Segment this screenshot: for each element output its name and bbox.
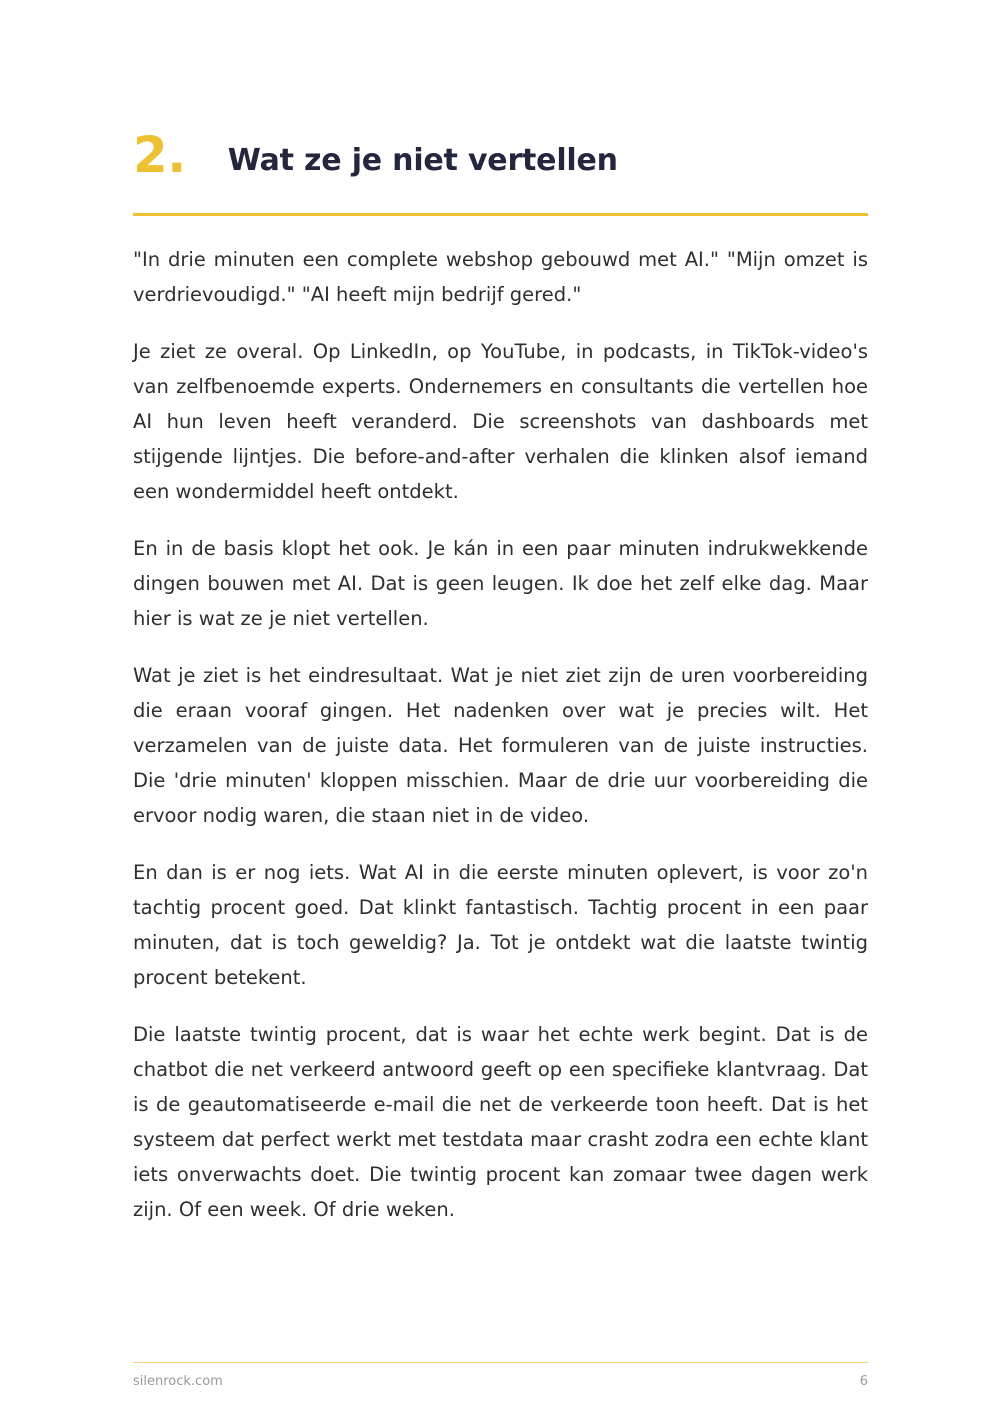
footer-row <box>133 1375 868 1388</box>
paragraph: En in de basis klopt het ook. Je kán in een paar minuten indrukwekkende dingen bouwen met AI. Dat is geen leugen. Ik doe het zelf elke dag. Maar hier is wat ze je niet vertellen. <box>133 537 868 631</box>
page-title: Wat ze je niet vertellen <box>227 143 618 179</box>
footer-divider <box>133 1362 868 1364</box>
paragraph: Je ziet ze overal. Op LinkedIn, op YouTube, in podcasts, in TikTok-video's van zelfbenoemde experts. Ondernemers en consultants die vertellen hoe AI hun leven heeft veranderd. Die screenshots van dashboards met stijgende lijntjes. Die before-and-after verhalen die klinken alsof iemand een wondermiddel heeft ontdekt. <box>133 340 868 504</box>
paragraph: Die laatste twintig procent, dat is waar het echte werk begint. Dat is de chatbot die net verkeerd antwoord geeft op een specifieke klantvraag. Dat is de geautomatiseerde e-mail die net de verkeerde toon heeft. Dat is het systeem dat perfect werkt met testdata maar crasht zodra een echte klant iets onverwachts doet. Die twintig procent kan zomaar twee dagen werk zijn. Of een week. Of drie weken. <box>133 1023 868 1222</box>
footer-site-url: silenrock.com <box>133 1374 223 1389</box>
body-text <box>133 242 868 1227</box>
heading-divider <box>133 213 868 216</box>
chapter-number: 2. <box>133 126 186 185</box>
footer-page-number: 6 <box>859 1374 868 1389</box>
page-content <box>133 0 868 1227</box>
chapter-header <box>133 128 868 198</box>
paragraph: "In drie minuten een complete webshop gebouwd met AI." "Mijn omzet is verdrievoudigd." "AI heeft mijn bedrijf gered." <box>133 248 868 307</box>
paragraph: En dan is er nog iets. Wat AI in die eerste minuten oplevert, is voor zo'n tachtig procent goed. Dat klinkt fantastisch. Tachtig procent in een paar minuten, dat is toch geweldig? Ja. Tot je ontdekt wat die laatste twintig procent betekent. <box>133 861 868 990</box>
page-footer <box>133 1362 868 1389</box>
paragraph: Wat je ziet is het eindresultaat. Wat je niet ziet zijn de uren voorbereiding die eraan vooraf gingen. Het nadenken over wat je precies wilt. Het verzamelen van de juiste data. Het formuleren van de juiste instructies. Die 'drie minuten' kloppen misschien. Maar de drie uur voorbereiding die ervoor nodig waren, die staan niet in de video. <box>133 664 868 828</box>
